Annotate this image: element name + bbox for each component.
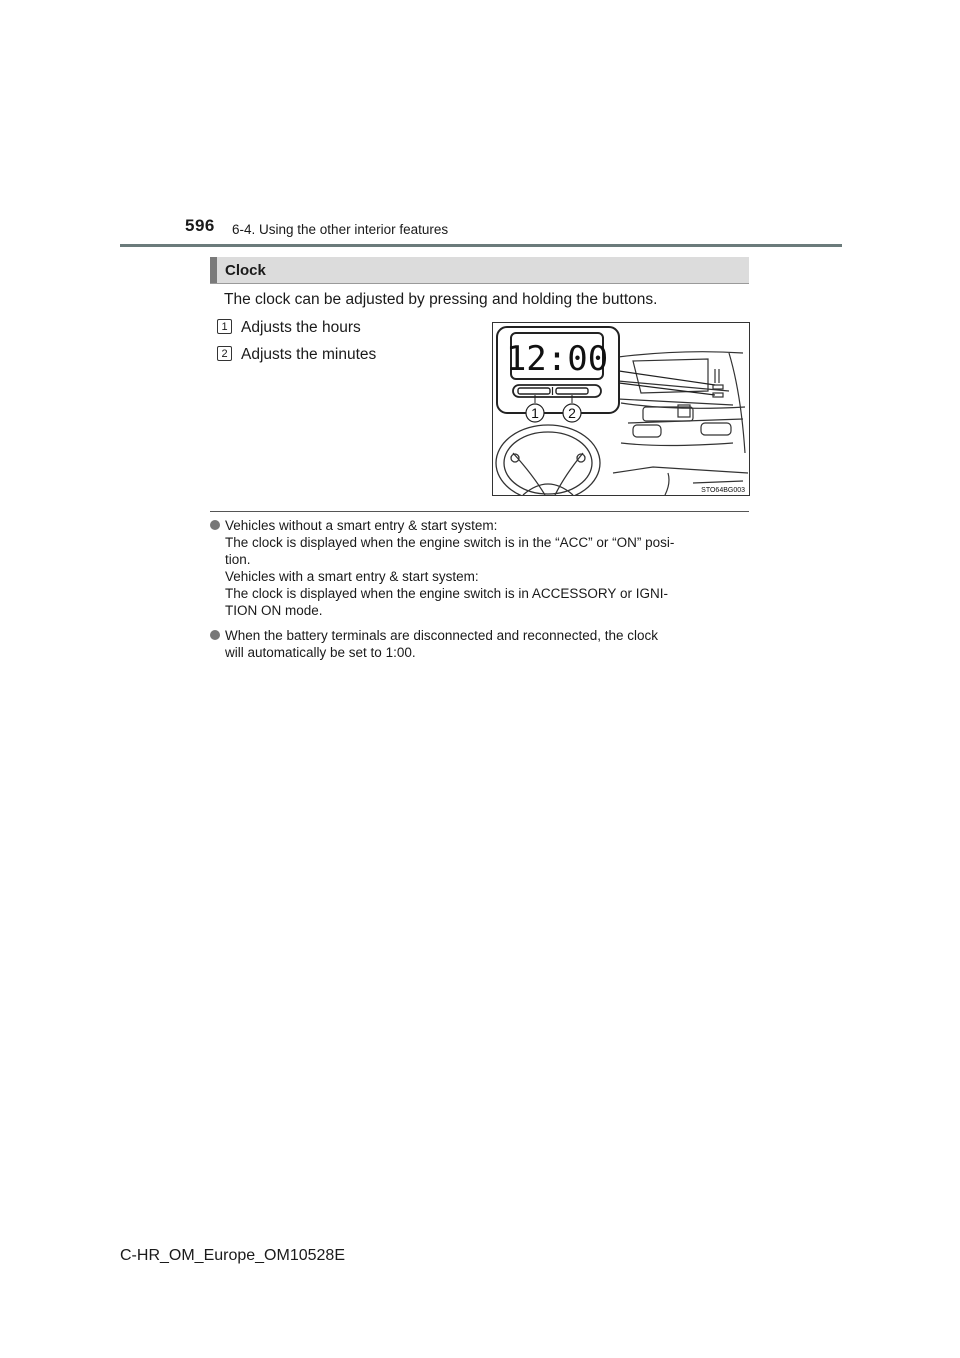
note-item [225,517,749,619]
step-number-badge: 1 [217,319,232,334]
notes-divider [210,511,749,512]
intro-text: The clock can be adjusted by pressing and holding the buttons. [224,291,658,308]
figure-code: STO64BG003 [701,487,745,494]
page-number: 596 [185,216,215,235]
note-item [225,627,749,661]
minute-button [556,388,588,394]
step-label: Adjusts the minutes [241,346,377,363]
clock-display: 12:00 [505,339,609,379]
document-footer: C-HR_OM_Europe_OM10528E [120,1247,345,1264]
note-line: tion. [225,552,251,567]
note-line: Vehicles without a smart entry & start system: [225,518,498,533]
note-line: The clock is displayed when the engine switch is in the “ACC” or “ON” posi- [225,535,675,550]
bullet-icon [210,520,220,530]
step-label: Adjusts the hours [241,319,361,336]
step-1 [217,319,361,337]
section-accent [210,257,217,283]
chapter-heading: 6-4. Using the other interior features [232,222,449,237]
note-line: TION ON mode. [225,603,323,618]
note-line: The clock is displayed when the engine switch is in ACCESSORY or IGNI- [225,586,668,601]
callout-number-2: 2 [568,405,576,421]
callout-number-1: 1 [531,405,539,421]
step-number-badge: 2 [217,346,232,361]
note-line: Vehicles with a smart entry & start system: [225,569,479,584]
note-line: When the battery terminals are disconnected and reconnected, the clock [225,628,658,643]
clock-illustration [492,322,750,496]
section-title: Clock [225,262,266,279]
dashboard-drawing [493,323,749,495]
step-2 [217,346,376,364]
section-heading-bar [210,257,749,284]
header-divider [120,244,842,247]
note-line: will automatically be set to 1:00. [225,645,416,660]
hour-button [518,388,550,394]
bullet-icon [210,630,220,640]
